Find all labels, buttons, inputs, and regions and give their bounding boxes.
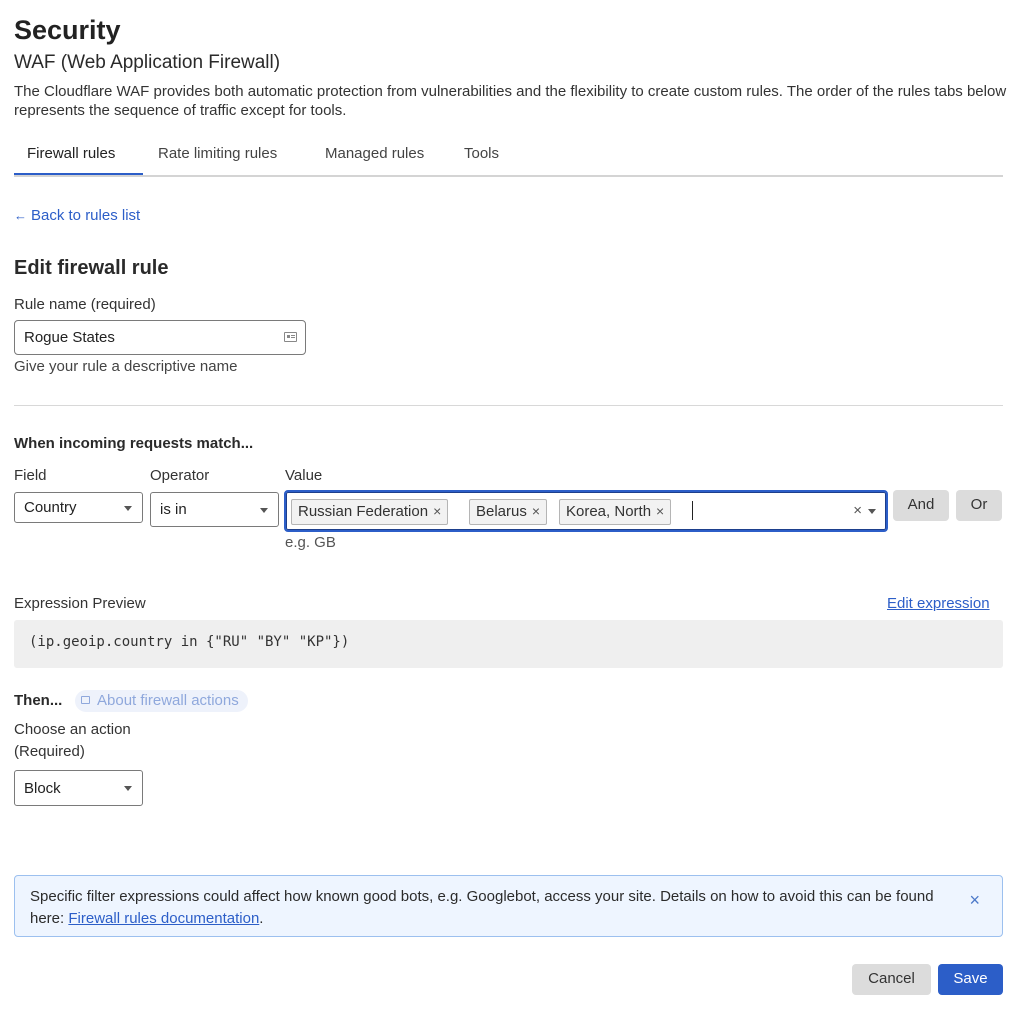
tab-rate-limiting-rules[interactable]: Rate limiting rules [158,145,278,162]
alert-text [30,886,950,930]
match-heading: When incoming requests match... [14,435,254,452]
tab-firewall-rules[interactable]: Firewall rules [27,145,116,162]
remove-chip-icon[interactable]: × [433,503,442,519]
chevron-down-icon [260,508,268,513]
page-title: Security [14,15,121,45]
save-button[interactable]: Save [938,964,1003,995]
field-select-value: Country [24,499,77,516]
back-link-label: Back to rules list [31,207,141,224]
contact-card-icon [284,332,297,342]
about-firewall-actions-link[interactable] [75,690,248,712]
value-hint: e.g. GB [285,534,336,551]
chip-label: Korea, North [566,503,652,520]
value-chip-russian-federation [291,499,448,525]
clear-all-icon[interactable]: × [853,502,862,519]
action-select-value: Block [24,780,61,797]
active-tab-indicator [14,173,143,175]
tab-bar [14,140,1003,177]
form-heading: Edit firewall rule [14,257,169,279]
expression-preview-box [14,620,1003,668]
chip-label: Russian Federation [298,503,429,520]
remove-chip-icon[interactable]: × [656,503,665,519]
rule-name-value: Rogue States [24,329,115,346]
value-chip-korea-north [559,499,671,525]
value-multiselect[interactable] [284,490,888,532]
expression-code: (ip.geoip.country in {"RU" "BY" "KP"}) [29,634,350,650]
chevron-down-icon[interactable] [868,509,876,514]
firewall-docs-link[interactable]: Firewall rules documentation [68,910,260,927]
remove-chip-icon[interactable]: × [531,503,541,519]
and-button[interactable]: And [893,490,949,521]
back-to-rules-link[interactable] [14,207,140,224]
action-select[interactable] [14,770,143,806]
tab-managed-rules[interactable]: Managed rules [325,145,425,162]
value-label: Value [285,467,323,484]
about-actions-label: About firewall actions [97,692,239,709]
choose-action-label: Choose an action [14,721,131,738]
info-alert [14,875,1003,937]
operator-label: Operator [150,467,210,484]
edit-expression-link[interactable]: Edit expression [887,595,990,612]
field-label: Field [14,467,47,484]
chevron-down-icon [124,786,132,791]
operator-select-value: is in [160,501,187,518]
page-description: The Cloudflare WAF provides both automatic protection from vulnerabilities and the flexibility to create custom rules. The order of the rules tabs below represents the sequence of traffic except for tools. [14,83,1007,119]
operator-select[interactable] [150,492,279,527]
then-label: Then... [14,692,63,709]
field-select[interactable] [14,492,143,523]
expression-preview-label: Expression Preview [14,595,146,612]
choose-action-required: (Required) [14,743,85,760]
rule-name-input[interactable] [14,320,306,355]
section-divider [14,405,1003,406]
value-chip-belarus [469,499,547,525]
close-icon[interactable]: × [969,890,980,910]
back-arrow-icon: ← [14,208,27,223]
rule-name-help: Give your rule a descriptive name [14,358,238,375]
alert-suffix: . [259,910,264,927]
rule-name-label: Rule name (required) [14,296,156,313]
chevron-down-icon [124,506,132,511]
docs-icon [81,696,90,704]
alert-message: Specific filter expressions could affect how known good bots, e.g. Googlebot, access your site. Details on how to avoid this can be found here: [30,888,934,927]
or-button[interactable]: Or [956,490,1002,521]
chip-label: Belarus [476,503,527,520]
page-subtitle: WAF (Web Application Firewall) [14,52,281,73]
text-cursor [692,501,693,520]
cancel-button[interactable]: Cancel [852,964,931,995]
tab-tools[interactable]: Tools [464,145,500,162]
